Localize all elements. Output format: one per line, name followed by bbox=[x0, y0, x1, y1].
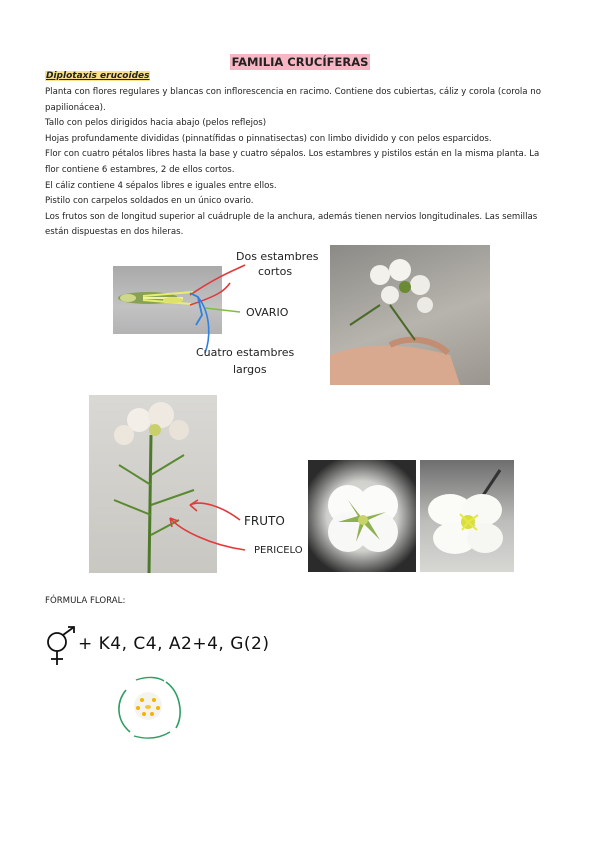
flower-back-illustration bbox=[308, 460, 416, 572]
pedicel-label: PERICELO bbox=[254, 545, 303, 556]
floral-formula-label: FÓRMULA FLORAL: bbox=[45, 596, 126, 606]
ovary-label: OVARIO bbox=[246, 306, 289, 319]
hand-flowers-photo bbox=[330, 245, 490, 385]
description-line: Pistilo con carpelos soldados en un único ovario. bbox=[45, 196, 254, 207]
description-line: flor contiene 6 estambres, 2 de ellos cortos. bbox=[45, 164, 235, 175]
long-stamens-label-line2: largos bbox=[233, 363, 267, 376]
short-stamens-label-line1: Dos estambres bbox=[236, 250, 319, 263]
description-line: Flor con cuatro pétalos libres hasta la base y cuatro sépalos. Los estambres y pistilos están en la misma planta. La bbox=[45, 149, 540, 160]
description-line: El cáliz contiene 4 sépalos libres e iguales entre ellos. bbox=[45, 180, 277, 191]
flower-front-photo bbox=[420, 460, 514, 572]
description-line: Los frutos son de longitud superior al cuádruple de la anchura, además tienen nervios longitudinales. Las semillas bbox=[45, 211, 538, 222]
flower-back-photo bbox=[308, 460, 416, 572]
page-title bbox=[0, 51, 600, 70]
description-line: papilionácea). bbox=[45, 102, 106, 113]
floral-diagram-icon bbox=[108, 672, 188, 742]
hand-flowers-illustration bbox=[330, 245, 490, 385]
description-line: Tallo con pelos dirigidos hacia abajo (pelos reflejos) bbox=[45, 118, 267, 129]
short-stamens-label-line2: cortos bbox=[258, 265, 293, 278]
fruit-label: FRUTO bbox=[244, 514, 285, 528]
description bbox=[45, 85, 560, 241]
floral-formula: + K4, C4, A2+4, G(2) bbox=[78, 634, 270, 654]
species-name: Diplotaxis erucoides bbox=[46, 71, 150, 81]
long-stamens-label-line1: Cuatro estambres bbox=[196, 346, 295, 359]
page-title-text: FAMILIA CRUCÍFERAS bbox=[231, 55, 369, 69]
flower-front-illustration bbox=[420, 460, 514, 572]
description-line: Planta con flores regulares y blancas con inflorescencia en racimo. Contiene dos cubiertas, cáliz y corola (corola no bbox=[45, 87, 541, 97]
description-line: están dispuestas en dos hileras. bbox=[45, 227, 184, 238]
description-line: Hojas profundamente divididas (pinnatífidas o pinnatisectas) con limbo dividido y con pelos esparcidos. bbox=[45, 133, 492, 144]
